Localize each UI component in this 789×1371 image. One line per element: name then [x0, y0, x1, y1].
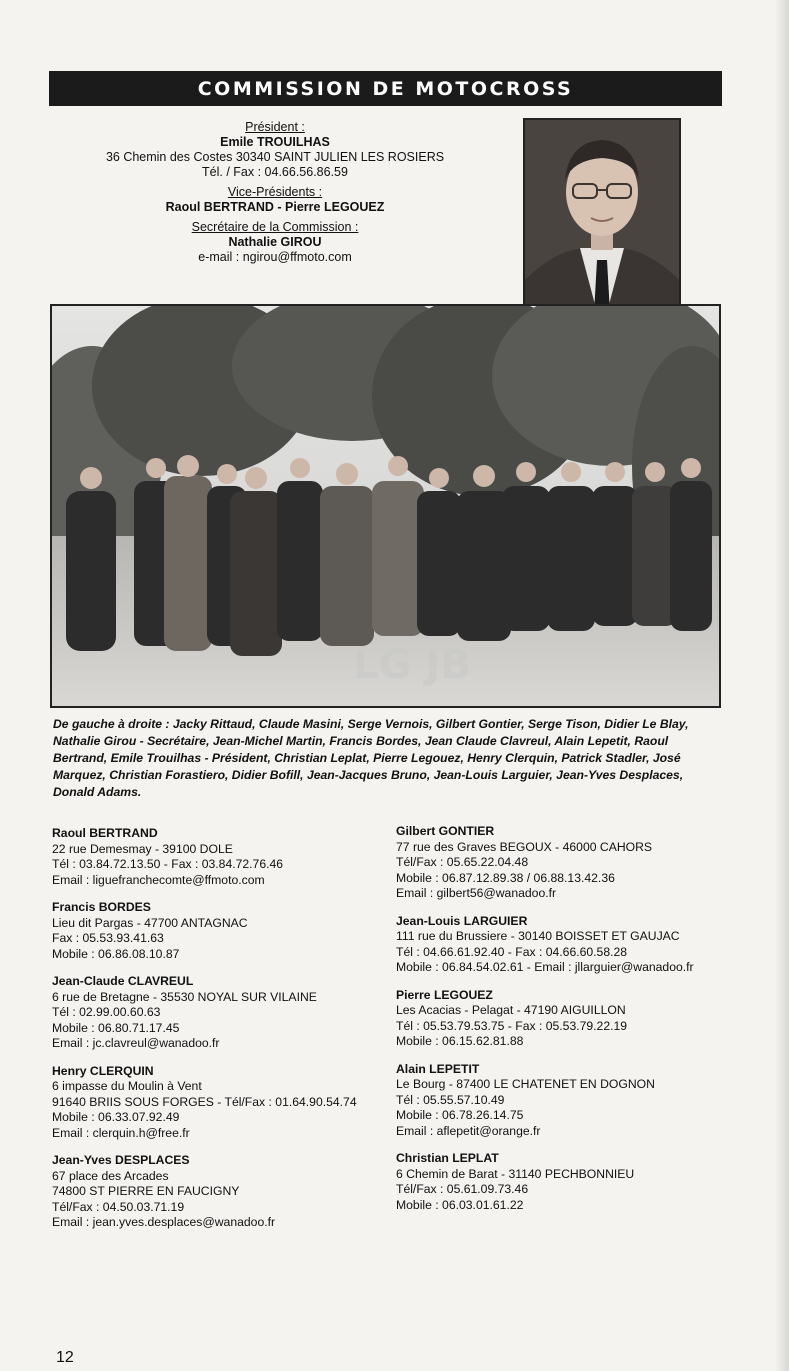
contact-detail-line: 22 rue Demesmay - 39100 DOLE	[52, 841, 233, 856]
contact-detail-line: Mobile : 06.84.54.02.61 - Email : jllarguier@wanadoo.fr	[396, 960, 694, 974]
contact-detail-line: 74800 ST PIERRE EN FAUCIGNY	[52, 1184, 240, 1198]
contact-name: Alain LEPETIT	[396, 1061, 480, 1076]
contact-detail-line: 111 rue du Brussiere - 30140 BOISSET ET GAUJAC	[396, 929, 680, 943]
contact-name: Jean-Yves DESPLACES	[52, 1153, 190, 1167]
watermark: LG JB	[353, 642, 471, 688]
president-address: 36 Chemin des Costes 30340 SAINT JULIEN LES ROSIERS	[105, 150, 445, 164]
contact-detail-line: Email : clerquin.h@free.fr	[52, 1125, 190, 1140]
group-photo-illustration	[52, 306, 719, 706]
secretary-email: e-mail : ngirou@ffmoto.com	[198, 250, 352, 264]
contact-detail-line: Tél/Fax : 04.50.03.71.19	[52, 1199, 185, 1214]
contact-detail-line: Tél : 05.53.79.53.75 - Fax : 05.53.79.22.19	[396, 1018, 628, 1033]
contact-detail-line: Mobile : 06.03.01.61.22	[396, 1197, 524, 1212]
contact-detail-line: Le Bourg - 87400 LE CHATENET EN DOGNON	[396, 1077, 655, 1091]
contact-name: Henry CLERQUIN	[52, 1063, 154, 1078]
contact-detail-line: Tél : 05.55.57.10.49	[396, 1092, 505, 1107]
contact-detail-line: Mobile : 06.33.07.92.49	[52, 1110, 180, 1124]
secretary-label: Secrétaire de la Commission :	[191, 220, 359, 234]
contact-name: Gilbert GONTIER	[396, 824, 495, 838]
secretary-name: Nathalie GIROU	[228, 235, 322, 249]
contact-detail-line: Les Acacias - Pelagat - 47190 AIGUILLON	[396, 1003, 626, 1017]
contact-detail-line: Tél/Fax : 05.61.09.73.46	[396, 1182, 529, 1196]
contact-detail-line: Lieu dit Pargas - 47700 ANTAGNAC	[52, 915, 248, 930]
contact-entry	[52, 826, 402, 888]
contact-detail-line: Mobile : 06.15.62.81.88	[396, 1034, 524, 1048]
contact-name: Christian LEPLAT	[396, 1151, 499, 1165]
contact-detail-line: 67 place des Arcades	[52, 1168, 169, 1183]
contact-detail-line: Tél : 02.99.00.60.63	[52, 1005, 161, 1019]
contact-detail-line: Fax : 05.53.93.41.63	[52, 931, 164, 945]
contact-detail-line: Mobile : 06.86.08.10.87	[52, 946, 180, 961]
contact-detail-line: Mobile : 06.87.12.89.38 / 06.88.13.42.36	[396, 870, 615, 885]
president-phone: Tél. / Fax : 04.66.56.86.59	[202, 165, 348, 179]
contact-name: Jean-Claude CLAVREUL	[52, 974, 194, 988]
contact-detail-line: 6 Chemin de Barat - 31140 PECHBONNIEU	[396, 1166, 635, 1181]
contact-entry	[52, 900, 402, 962]
contact-name: Pierre LEGOUEZ	[396, 987, 493, 1002]
president-label: Président :	[245, 120, 305, 134]
contact-entry	[396, 988, 746, 1050]
contact-detail-line: Email : jean.yves.desplaces@wanadoo.fr	[52, 1215, 276, 1229]
page-title-banner	[49, 71, 722, 106]
contact-detail-line: Mobile : 06.80.71.17.45	[52, 1020, 180, 1035]
contact-detail-line: Tél : 03.84.72.13.50 - Fax : 03.84.72.76.46	[52, 857, 284, 871]
contact-detail-line: Email : liguefranchecomte@ffmoto.com	[52, 872, 265, 887]
contact-detail-line: Tél : 04.66.61.92.40 - Fax : 04.66.60.58.28	[396, 944, 628, 959]
contact-detail-line: 77 rue des Graves BEGOUX - 46000 CAHORS	[396, 839, 653, 854]
contact-name: Jean-Louis LARGUIER	[396, 913, 528, 928]
page-edge-shadow	[775, 0, 789, 1371]
contact-entry	[52, 1064, 402, 1142]
portrait-illustration	[525, 120, 679, 331]
contact-name: Francis BORDES	[52, 900, 151, 914]
page-number: 12	[56, 1349, 74, 1366]
contact-entry	[52, 1153, 402, 1231]
contact-detail-line: 6 rue de Bretagne - 35530 NOYAL SUR VILAINE	[52, 989, 317, 1004]
contact-detail-line: Email : gilbert56@wanadoo.fr	[396, 886, 557, 900]
contact-name: Raoul BERTRAND	[52, 826, 158, 840]
contact-detail-line: Tél/Fax : 05.65.22.04.48	[396, 855, 529, 869]
page-title: COMMISSION DE MOTOCROSS	[197, 77, 574, 100]
contact-detail-line: Email : aflepetit@orange.fr	[396, 1123, 541, 1138]
officers-block	[80, 120, 470, 265]
vice-presidents-names: Raoul BERTRAND - Pierre LEGOUEZ	[165, 200, 385, 214]
contact-entry	[396, 824, 746, 902]
contact-detail-line: Mobile : 06.78.26.14.75	[396, 1108, 524, 1122]
vice-presidents-label: Vice-Présidents :	[227, 185, 323, 199]
contact-detail-line: 91640 BRIIS SOUS FORGES - Tél/Fax : 01.64.90.54.74	[52, 1094, 357, 1109]
commission-group-photo	[50, 304, 721, 708]
president-name: Emile TROUILHAS	[220, 135, 330, 149]
contact-detail-line: Email : jc.clavreul@wanadoo.fr	[52, 1036, 220, 1050]
contact-detail-line: 6 impasse du Moulin à Vent	[52, 1079, 202, 1093]
contacts-right-column	[396, 824, 746, 1225]
contacts-left-column	[52, 826, 402, 1243]
contact-entry	[396, 914, 746, 976]
president-portrait-photo	[523, 118, 681, 333]
contact-entry	[52, 974, 402, 1052]
contact-entry	[396, 1151, 746, 1213]
contact-entry	[396, 1062, 746, 1140]
photo-caption: De gauche à droite : Jacky Rittaud, Claude Masini, Serge Vernois, Gilbert Gontier, Serge Tison, Didier Le Blay, Nathalie Girou - Secrétaire, Jean-Michel Martin, Francis Bordes, Jean Claude Clavreul, Alain Lepetit, Raoul Bertrand, Emile Trouilhas - Président, Christian Leplat, Pierre Legouez, Henry Clerquin, Patrick Stadler, José Marquez, Christian Forastiero, Didier Bofill, Jean-Jacques Bruno, Jean-Louis Larguier, Jean-Yves Desplaces, Donald Adams.	[53, 717, 689, 799]
